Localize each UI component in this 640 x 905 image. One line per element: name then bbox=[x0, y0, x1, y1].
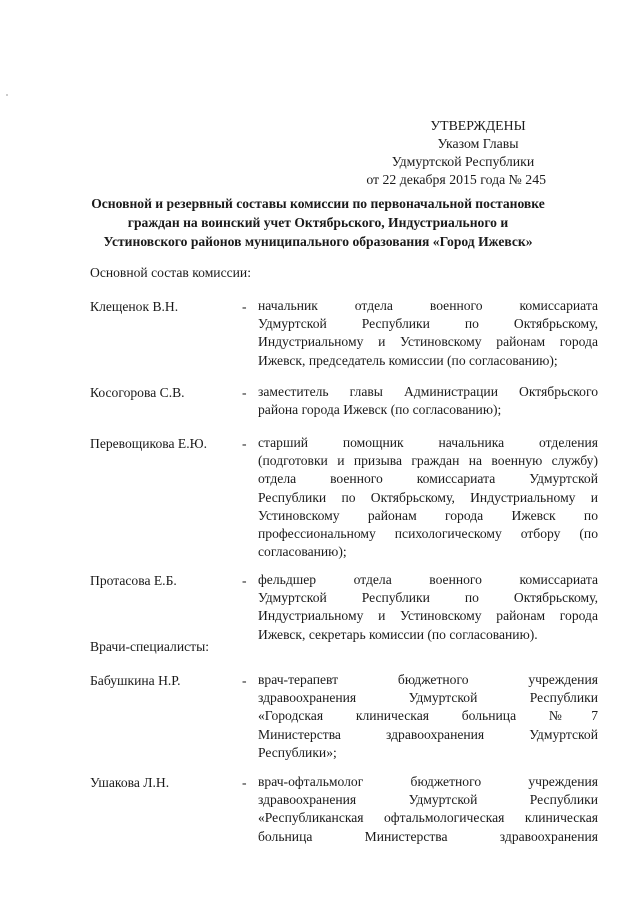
approval-stamp bbox=[340, 117, 546, 189]
role-line: района города Ижевск (по согласованию); bbox=[258, 402, 502, 418]
role-line: (подготовки и призыва граждан на военную службу) bbox=[258, 453, 598, 469]
approval-decree: Указом Главы bbox=[437, 136, 519, 151]
member-dash: - bbox=[242, 299, 247, 314]
approval-date: от 22 декабря 2015 года № 245 bbox=[366, 172, 546, 187]
member-name: Перевощикова Е.Ю. bbox=[90, 436, 208, 451]
role-line: Министерства здравоохранения Удмуртской bbox=[258, 726, 598, 742]
member-name: Клещенок В.Н. bbox=[90, 299, 179, 314]
title-line-3: Устиновского районов муниципального образования «Город Ижевск» bbox=[103, 234, 533, 249]
section-doctors-label: Врачи-специалисты: bbox=[90, 639, 209, 654]
member-role bbox=[258, 671, 598, 762]
role-line: Удмуртской Республики по Октябрьскому, bbox=[258, 590, 598, 606]
member-name: Ушакова Л.Н. bbox=[90, 775, 170, 790]
section-main-label: Основной состав комиссии: bbox=[90, 265, 251, 280]
role-line: врач-терапевт бюджетного учреждения bbox=[258, 672, 598, 687]
role-line: Индустриальному и Устиновскому районам города bbox=[258, 334, 598, 350]
role-line: согласованию); bbox=[258, 544, 347, 560]
title-line-2: граждан на воинский учет Октябрьского, Индустриального и bbox=[127, 215, 509, 230]
role-line: профессиональному психологическому отбору (по bbox=[258, 526, 598, 542]
approval-authority: Удмуртской Республики bbox=[391, 154, 535, 169]
role-line: Устиновскому районам города Ижевск по bbox=[258, 507, 598, 523]
role-line: заместитель главы Администрации Октябрьского bbox=[258, 384, 598, 399]
member-dash: - bbox=[242, 436, 247, 451]
role-line: Индустриальному и Устиновскому районам города bbox=[258, 608, 598, 624]
role-line: Республики»; bbox=[258, 744, 337, 760]
role-line: отдела военного комиссариата Удмуртской bbox=[258, 471, 598, 487]
member-dash: - bbox=[242, 385, 247, 400]
role-line: больница Министерства здравоохранения bbox=[258, 828, 598, 844]
member-role bbox=[258, 571, 598, 644]
role-line: старший помощник начальника отделения bbox=[258, 435, 598, 450]
role-line: Ижевск, председатель комиссии (по согласованию); bbox=[258, 352, 558, 368]
role-line: «Городская клиническая больница №7 bbox=[258, 708, 598, 724]
role-line: «Республиканская офтальмологическая клиническая bbox=[258, 810, 598, 826]
member-name: Протасова Е.Б. bbox=[90, 573, 177, 588]
member-role bbox=[258, 383, 598, 419]
document-title bbox=[90, 194, 546, 251]
role-line: Республики по Октябрьскому, Индустриальному и bbox=[258, 489, 598, 505]
role-line: здравоохранения Удмуртской Республики bbox=[258, 690, 598, 706]
role-line: фельдшер отдела военного комиссариата bbox=[258, 572, 598, 587]
role-line: начальник отдела военного комиссариата bbox=[258, 298, 598, 313]
member-name: Косогорова С.В. bbox=[90, 385, 185, 400]
role-line: Удмуртской Республики по Октябрьскому, bbox=[258, 316, 598, 332]
member-dash: - bbox=[242, 573, 247, 588]
role-line: Ижевск, секретарь комиссии (по согласованию). bbox=[258, 626, 538, 642]
scan-speck bbox=[6, 94, 8, 96]
title-line-1: Основной и резервный составы комиссии по первоначальной постановке bbox=[91, 196, 545, 211]
role-line: врач-офтальмолог бюджетного учреждения bbox=[258, 774, 598, 789]
member-role bbox=[258, 434, 598, 561]
role-line: здравоохранения Удмуртской Республики bbox=[258, 792, 598, 808]
member-dash: - bbox=[242, 775, 247, 790]
member-role bbox=[258, 773, 598, 846]
member-dash: - bbox=[242, 673, 247, 688]
member-name: Бабушкина Н.Р. bbox=[90, 673, 181, 688]
member-role bbox=[258, 297, 598, 370]
approval-heading: УТВЕРЖДЕНЫ bbox=[430, 118, 526, 133]
